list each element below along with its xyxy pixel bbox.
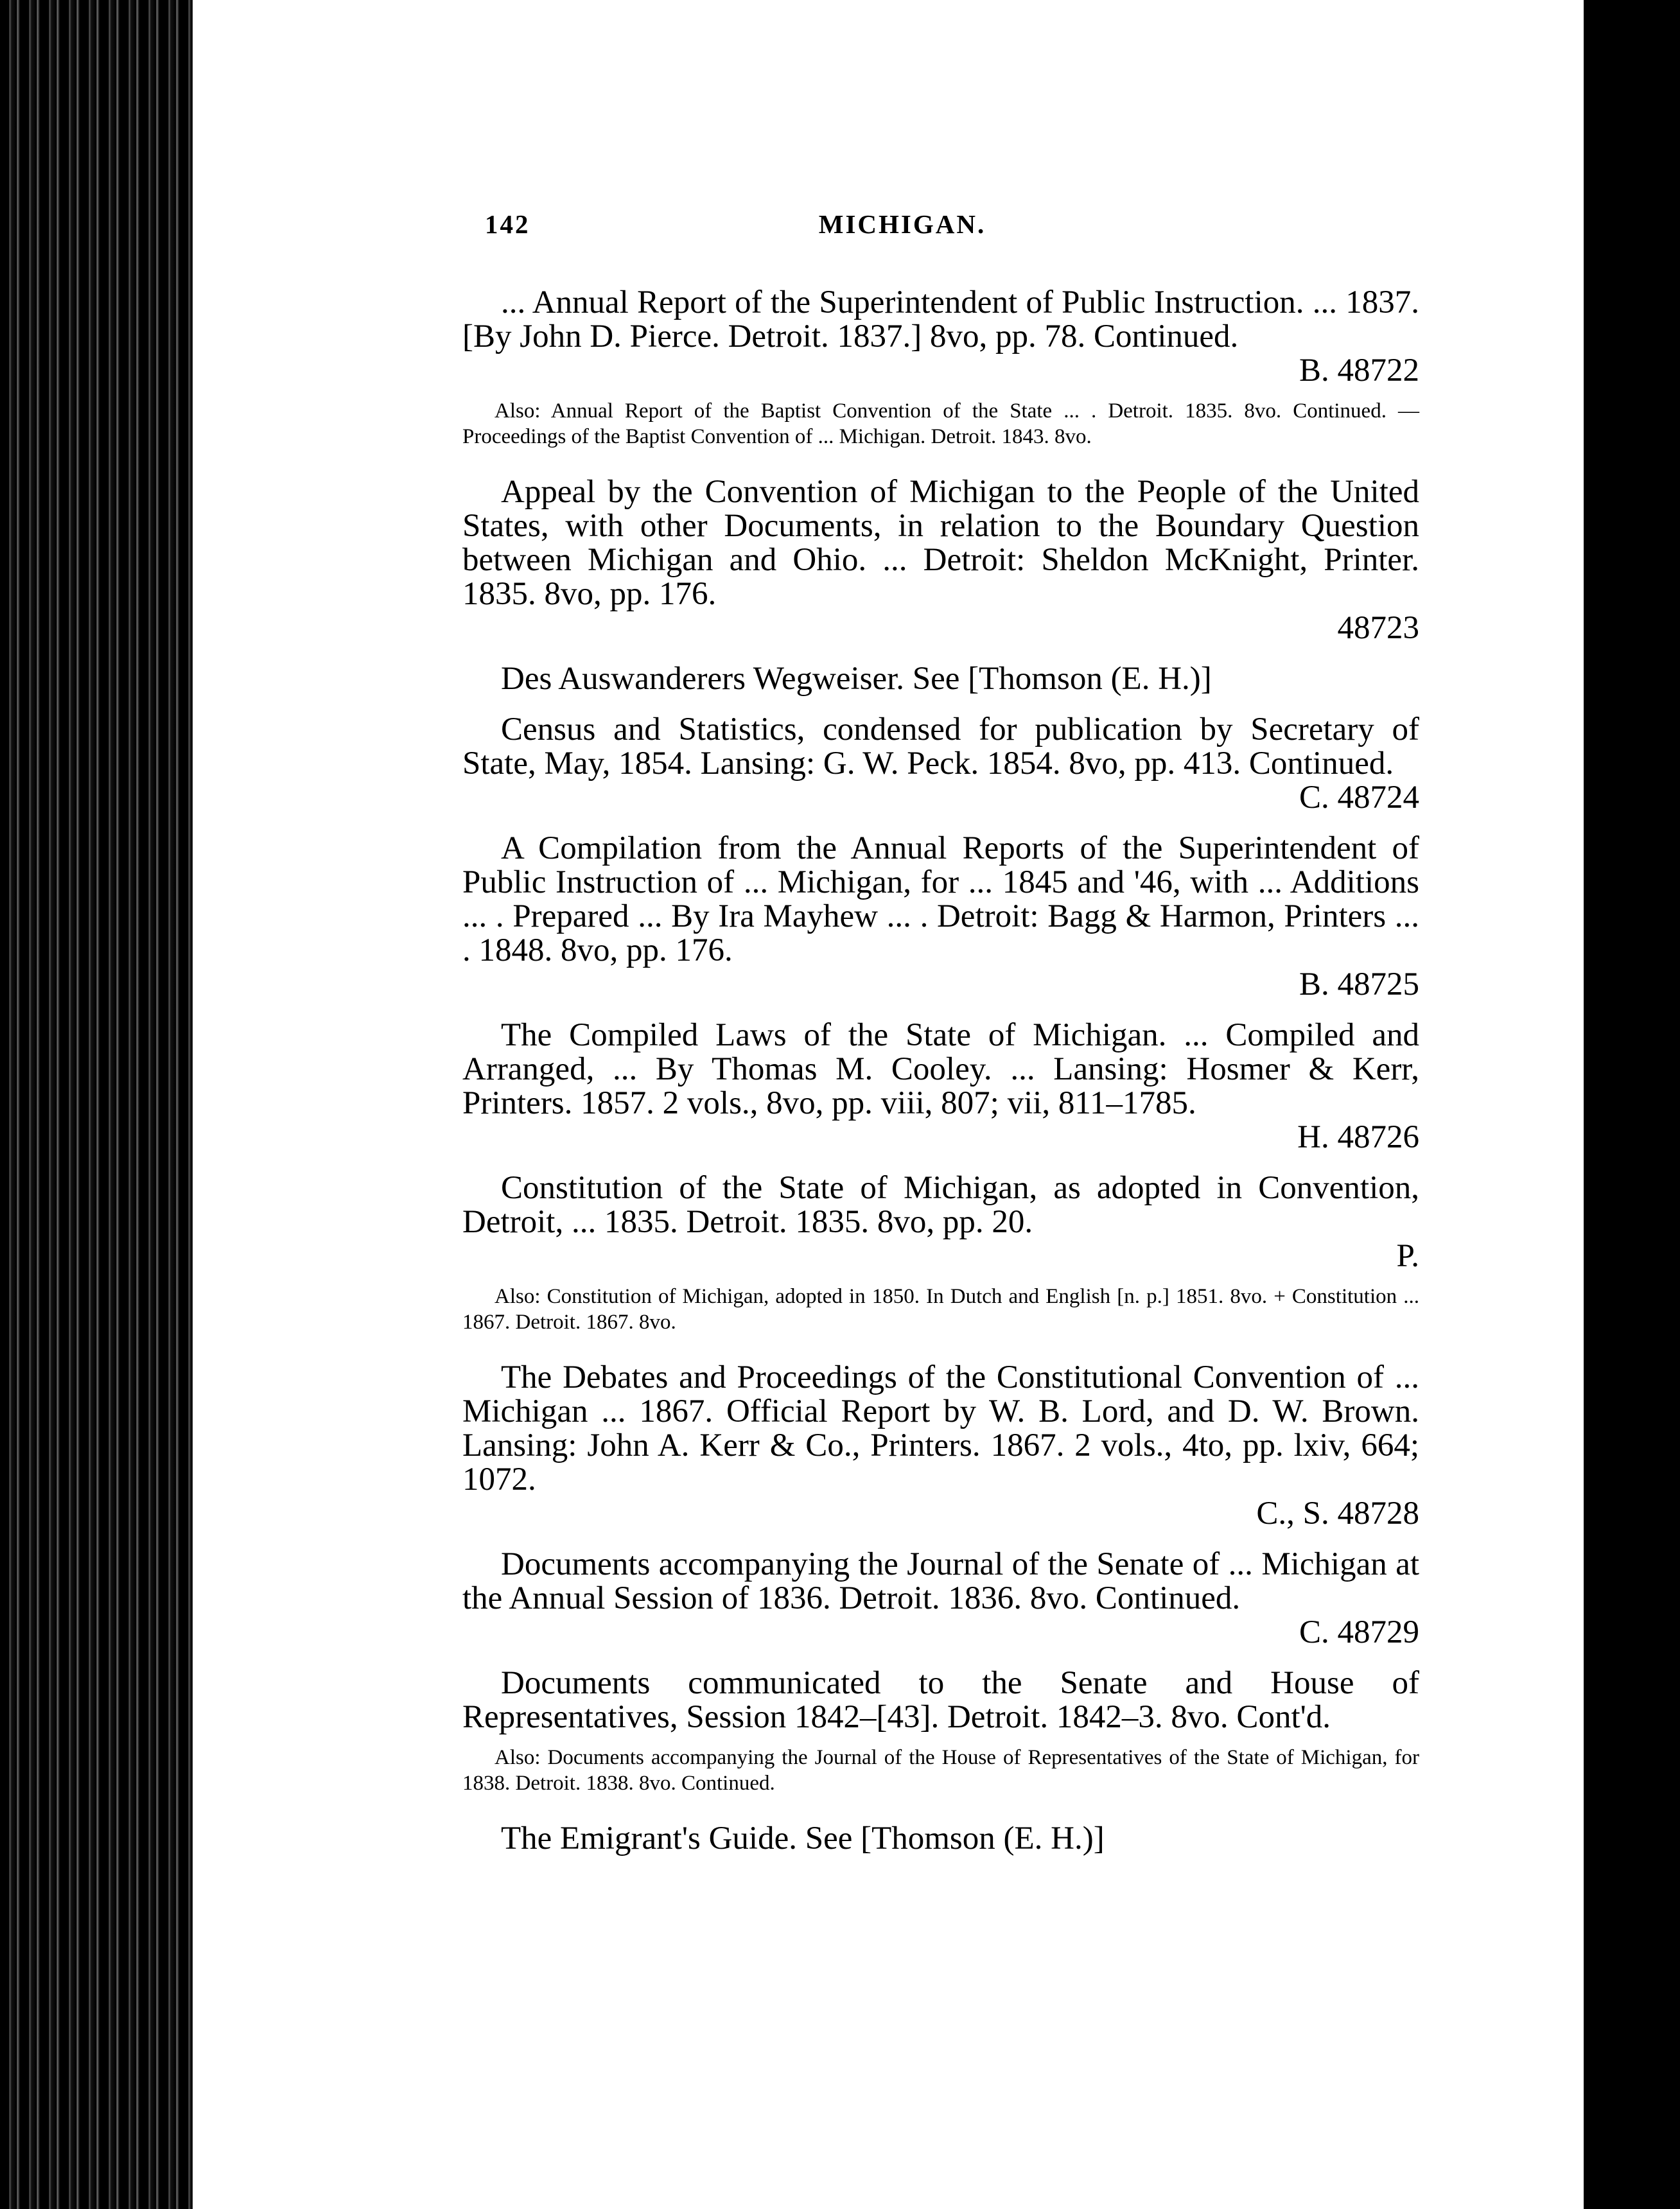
entry-number: B. 48725 (1299, 966, 1419, 1002)
catalog-entry (462, 1171, 1419, 1273)
entry-text: Documents communicated to the Senate and House of Representatives, Session 1842–[43]. Detroit. 1842–3. 8vo. Cont'd. (462, 1665, 1419, 1735)
catalog-entry (462, 1666, 1419, 1734)
book-spine (0, 0, 193, 2209)
catalog-entry (462, 1361, 1419, 1531)
page-header (292, 209, 1512, 254)
entry-text: Des Auswanderers Wegweiser. See [Thomson (E. H.)] (501, 661, 1212, 697)
entry-text: The Compiled Laws of the State of Michigan. ... Compiled and Arranged, ... By Thomas M. Cooley. ... Lansing: Hosmer & Kerr, Printers. 1857. 2 vols., 8vo, pp. viii, 807; vii, 811–1785. (462, 1017, 1419, 1121)
entry-note: Also: Documents accompanying the Journal of the House of Representatives of the State of Michigan, for 1838. Detroit. 1838. 8vo. Continued. (462, 1746, 1419, 1795)
entry-number: C. 48724 (1299, 780, 1419, 816)
entry-note: Also: Constitution of Michigan, adopted in 1850. In Dutch and English [n. p.] 1851. 8vo. + Constitution ... 1867. Detroit. 1867. 8vo. (462, 1285, 1419, 1334)
page-edge (1584, 0, 1680, 2209)
running-title: MICHIGAN. (818, 209, 986, 239)
catalog-entry (462, 1548, 1419, 1650)
catalog-entry (462, 286, 1419, 388)
entry-text: The Debates and Proceedings of the Constitutional Convention of ... Michigan ... 1867. Official Report by W. B. Lord, and D. W. Brown. Lansing: John A. Kerr & Co., Printers. 1867. 2 vols., 4to, pp. lxiv, 664; 1072. (462, 1359, 1419, 1497)
catalog-entry (462, 662, 1419, 696)
entry-number: H. 48726 (1297, 1119, 1419, 1155)
catalog-entry (462, 832, 1419, 1002)
entry-number: C., S. 48728 (1256, 1496, 1419, 1532)
entry-number: B. 48722 (1299, 353, 1419, 389)
entry-text: Appeal by the Convention of Michigan to the People of the United States, with other Documents, in relation to the Boundary Question between Michigan and Ohio. ... Detroit: Sheldon McKnight, Printer. 1835. 8vo, pp. 176. (462, 474, 1419, 612)
catalog-entry (462, 1018, 1419, 1155)
entry-text: ... Annual Report of the Superintendent of Public Instruction. ... 1837. [By John D. Pierce. Detroit. 1837.] 8vo, pp. 78. Continued. (462, 284, 1419, 354)
entry-text: Constitution of the State of Michigan, as adopted in Convention, Detroit, ... 1835. Detroit. 1835. 8vo, pp. 20. (462, 1170, 1419, 1240)
page-number: 142 (485, 209, 530, 239)
entry-text: Census and Statistics, condensed for publication by Secretary of State, May, 1854. Lansing: G. W. Peck. 1854. 8vo, pp. 413. Continued. (462, 712, 1419, 781)
catalog-entry (462, 713, 1419, 815)
catalog-entry (462, 1822, 1419, 1856)
entry-text: A Compilation from the Annual Reports of the Superintendent of Public Instruction of ... Michigan, for ... 1845 and '46, with ... Additions ... . Prepared ... By Ira Mayhew ... . Detroit: Bagg & Harmon, Printers ... . 1848. 8vo, pp. 176. (462, 830, 1419, 968)
catalog-entry (462, 475, 1419, 645)
entry-number: 48723 (1337, 610, 1419, 646)
entry-number: P. (1396, 1238, 1419, 1274)
catalog-entries (462, 286, 1419, 1873)
entry-text: Documents accompanying the Journal of the Senate of ... Michigan at the Annual Session of 1836. Detroit. 1836. 8vo. Continued. (462, 1546, 1419, 1616)
entry-text: The Emigrant's Guide. See [Thomson (E. H.)] (501, 1820, 1105, 1856)
entry-number: C. 48729 (1299, 1614, 1419, 1650)
entry-note: Also: Annual Report of the Baptist Convention of the State ... . Detroit. 1835. 8vo. Continued. — Proceedings of the Baptist Convention of ... Michigan. Detroit. 1843. 8vo. (462, 399, 1419, 448)
